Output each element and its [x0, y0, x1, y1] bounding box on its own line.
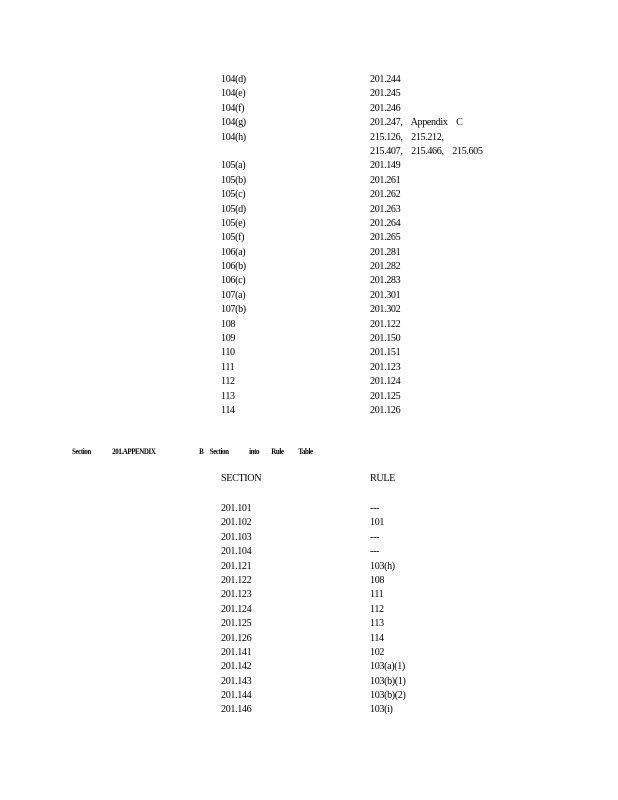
rule-cell: 104(g)	[221, 116, 246, 129]
section-cell: 201.151	[370, 346, 401, 359]
section-cell: 201.281	[370, 245, 401, 258]
section-cell: 201.246	[370, 101, 401, 114]
section-cell: 201.146	[221, 703, 252, 716]
heading-word-appendix: 201.APPENDIX	[112, 446, 156, 456]
rule-cell: ---	[370, 502, 380, 514]
heading-word-rule: Rule	[271, 446, 284, 456]
section-cell: 201.125	[370, 389, 401, 402]
rule-column-header: RULE	[370, 472, 395, 484]
section-cell: 201.126	[221, 631, 252, 644]
section-cell: 201.301	[370, 288, 401, 301]
rule-cell: 105(e)	[221, 216, 246, 229]
section-cell: 201.124	[221, 602, 252, 615]
section-cell: 201.247, Appendix C	[370, 116, 463, 129]
section-cell: 201.282	[370, 260, 401, 273]
section-cell: 201.101	[221, 502, 252, 514]
rule-cell	[221, 144, 246, 158]
rule-cell: 103(h)	[370, 559, 395, 572]
section-cell: 201.244	[370, 73, 401, 85]
section-cell: 201.264	[370, 216, 401, 229]
section-cell: 201.245	[370, 87, 401, 100]
rule-cell: 111	[370, 588, 384, 601]
section-cell: 201.126	[370, 403, 401, 416]
rule-cell: 104(d)	[221, 73, 246, 85]
section-cell: 215.126, 215.212,	[370, 130, 444, 143]
rule-cell: 111	[221, 360, 235, 373]
rule-cell: 104(e)	[221, 87, 246, 100]
rule-cell: 101	[370, 516, 385, 529]
rule-cell: 102	[370, 645, 385, 658]
section-cell: 201.149	[370, 159, 401, 172]
section-cell: 201.263	[370, 202, 401, 215]
rule-cell: 112	[370, 602, 384, 615]
section-cell: 201.262	[370, 188, 401, 201]
rule-cell: 103(b)(1)	[370, 674, 406, 687]
rule-cell: 107(a)	[221, 288, 246, 301]
section-cell: 201.142	[221, 660, 252, 673]
rule-cell: ---	[370, 545, 380, 558]
heading-word-section: Section	[72, 446, 91, 456]
section-cell: 201.261	[370, 173, 401, 186]
lower-rule-column	[370, 501, 405, 717]
rule-cell: 112	[221, 375, 235, 388]
section-cell: 201.143	[221, 674, 252, 687]
section-cell: 201.122	[221, 573, 252, 586]
section-cell: 201.302	[370, 303, 401, 316]
rule-cell: 109	[221, 332, 236, 345]
rule-cell: 105(b)	[221, 173, 246, 186]
rule-cell: 105(a)	[221, 159, 246, 172]
section-cell: 201.103	[221, 530, 252, 543]
heading-word-b: B	[199, 446, 204, 456]
rule-cell: 106(a)	[221, 245, 246, 258]
rule-cell: 108	[370, 573, 385, 586]
section-cell: 201.141	[221, 645, 252, 658]
section-cell: 201.150	[370, 332, 401, 345]
section-cell: 201.122	[370, 317, 401, 330]
section-cell: 201.283	[370, 274, 401, 287]
rule-cell: ---	[370, 530, 380, 543]
section-cell: 215.407, 215.466, 215.605	[370, 144, 483, 157]
section-cell: 201.123	[370, 360, 401, 373]
rule-cell: 104(f)	[221, 101, 245, 114]
rule-cell: 113	[370, 617, 384, 630]
section-cell: 201.102	[221, 516, 252, 529]
rule-cell: 107(b)	[221, 303, 246, 316]
rule-cell: 106(c)	[221, 274, 246, 287]
rule-cell: 105(c)	[221, 188, 246, 201]
section-cell: 201.125	[221, 617, 252, 630]
lower-section-column	[221, 501, 251, 717]
section-column-header: SECTION	[221, 472, 262, 484]
rule-cell: 108	[221, 317, 236, 330]
rule-cell: 106(b)	[221, 260, 246, 273]
section-cell: 201.124	[370, 375, 401, 388]
section-cell: 201.121	[221, 559, 252, 572]
section-cell: 201.123	[221, 588, 252, 601]
rule-cell: 105(f)	[221, 231, 245, 244]
rule-cell: 113	[221, 389, 235, 402]
section-cell: 201.104	[221, 545, 252, 558]
rule-cell: 104(h)	[221, 130, 246, 143]
rule-cell: 114	[221, 403, 235, 416]
upper-section-column	[370, 72, 483, 417]
section-cell: 201.265	[370, 231, 401, 244]
rule-cell: 105(d)	[221, 202, 246, 215]
heading-word-into: into	[249, 446, 260, 456]
rule-cell: 110	[221, 346, 235, 359]
rule-cell: 114	[370, 631, 384, 644]
rule-cell: 103(b)(2)	[370, 689, 406, 702]
rule-cell: 103(i)	[370, 703, 393, 716]
upper-rule-column	[221, 72, 246, 417]
section-cell: 201.144	[221, 689, 252, 702]
rule-cell: 103(a)(1)	[370, 660, 405, 673]
heading-word-section-2: Section	[209, 446, 229, 456]
heading-word-table: Table	[298, 446, 313, 456]
